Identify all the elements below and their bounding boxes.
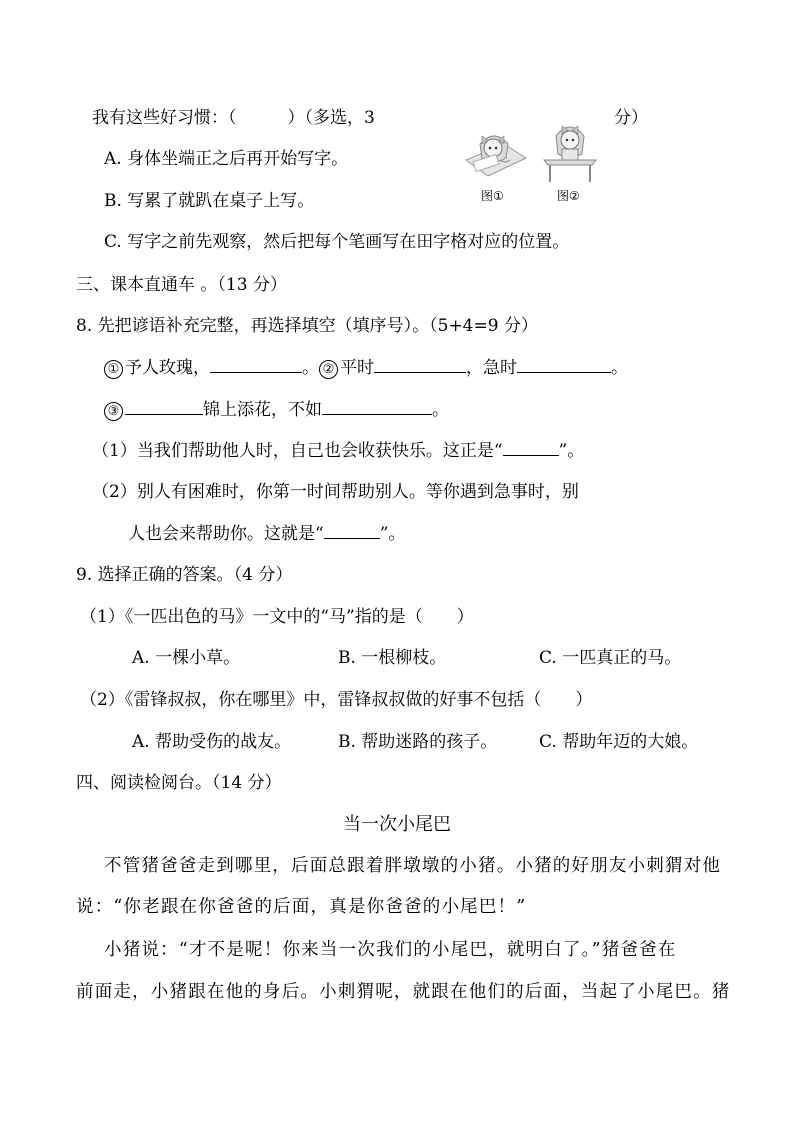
sentence-2-end: ”。 — [379, 524, 406, 544]
story-title: 当一次小尾巴 — [343, 814, 451, 835]
sub-1-option-a[interactable]: A. 一棵小草。 — [132, 648, 241, 668]
proverb-3-blank-2[interactable] — [322, 399, 432, 415]
proverb-line-3 — [104, 399, 449, 421]
story-line-2: 说：“你老跟在你爸爸的后面，真是你爸爸的小尾巴！” — [76, 897, 527, 917]
sub-2-option-b[interactable]: B. 帮助迷路的孩子。 — [338, 732, 498, 752]
proverb-marker-3: ③ — [104, 402, 123, 421]
sub-1-option-c[interactable]: C. 一匹真正的马。 — [539, 648, 682, 668]
question-8-stem: 8. 先把谚语补充完整，再选择填空（填序号）。（5+4=9 分） — [76, 316, 538, 336]
story-line-4: 前面走，小猪跟在他的身后。小刺猬呢，就跟在他们的后面，当起了小尾巴。猪 — [76, 982, 731, 1002]
figure-2-girl-sitting-upright-image — [540, 118, 600, 184]
habit-question-points: 分） — [614, 108, 648, 128]
habit-option-b: B. 写累了就趴在桌子上写。 — [104, 191, 315, 211]
proverb-line-1-2 — [104, 357, 628, 379]
question-8-sentence-2-line-2 — [128, 523, 405, 544]
sentence-1-text: （1）当我们帮助他人时，自己也会收获快乐。这正是“ — [92, 441, 503, 461]
story-line-3: 小猪说：“才不是呢！你来当一次我们的小尾巴，就明白了。”猪爸爸在 — [104, 940, 677, 960]
proverb-2-blank-2[interactable] — [517, 357, 611, 373]
proverb-2-middle: ，急时 — [466, 358, 517, 378]
sentence-2-text: 人也会来帮助你。这就是“ — [128, 524, 324, 544]
question-9-sub-2: （2）《雷锋叔叔，你在哪里》中，雷锋叔叔做的好事不包括（ ） — [80, 690, 593, 710]
story-line-1: 不管猪爸爸走到哪里，后面总跟着胖墩墩的小猪。小猪的好朋友小刺猬对他 — [104, 856, 722, 876]
sub-1-option-b[interactable]: B. 一根柳枝。 — [338, 648, 447, 668]
sub-2-option-a[interactable]: A. 帮助受伤的战友。 — [132, 732, 292, 752]
proverb-2-blank-1[interactable] — [374, 357, 466, 373]
proverb-1-blank[interactable] — [210, 357, 302, 373]
habit-option-c: C. 写字之前先观察，然后把每个笔画写在田字格对应的位置。 — [104, 232, 570, 252]
proverb-2-start: 平时 — [340, 358, 374, 378]
question-8-sentence-2-line-1: （2）别人有困难时，你第一时间帮助别人。等你遇到急事时，别 — [92, 482, 579, 502]
section-3-heading: 三、课本直通车 。（13 分） — [76, 275, 287, 295]
proverb-3-blank-1[interactable] — [125, 399, 203, 415]
sentence-2-blank[interactable] — [324, 523, 380, 539]
habit-option-a: A. 身体坐端正之后再开始写字。 — [104, 149, 349, 169]
proverb-marker-2: ② — [319, 360, 338, 379]
proverb-2-end: 。 — [611, 358, 628, 378]
proverb-3-middle: 锦上添花，不如 — [203, 400, 322, 420]
sentence-1-blank[interactable] — [503, 440, 559, 456]
proverb-1-end: 。 — [302, 358, 319, 378]
figure-1-girl-slouching-image — [460, 124, 530, 184]
figure-2-caption: 图② — [557, 189, 580, 203]
sub-2-option-c[interactable]: C. 帮助年迈的大娘。 — [539, 732, 699, 752]
question-9-stem: 9. 选择正确的答案。（4 分） — [76, 565, 293, 585]
sentence-1-end: ”。 — [558, 441, 585, 461]
proverb-1-start: 予人玫瑰， — [125, 358, 210, 378]
section-4-heading: 四、阅读检阅台。（14 分） — [76, 773, 282, 793]
habit-question-stem: 我有这些好习惯：（ ）（多选，3 — [92, 108, 375, 128]
figure-1-caption: 图① — [481, 189, 504, 203]
proverb-marker-1: ① — [104, 360, 123, 379]
question-8-sentence-1 — [92, 440, 584, 461]
proverb-3-end: 。 — [432, 400, 449, 420]
question-9-sub-1: （1）《一匹出色的马》一文中的“马”指的是（ ） — [80, 607, 474, 627]
